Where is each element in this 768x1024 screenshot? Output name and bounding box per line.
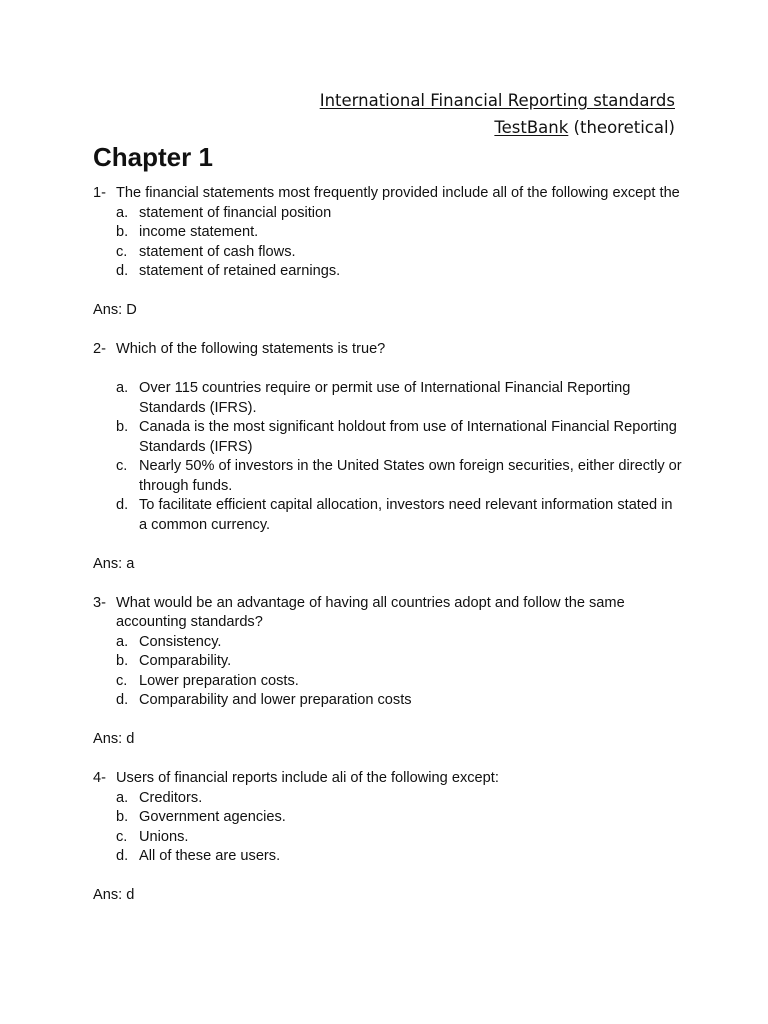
option-letter: d. xyxy=(116,848,129,864)
header-theoretical: (theoretical) xyxy=(568,118,675,137)
option-text: Unions. xyxy=(139,828,189,845)
option-letter: c. xyxy=(116,828,128,845)
option-d xyxy=(116,496,683,535)
option-c xyxy=(116,828,683,848)
option-b xyxy=(116,808,683,828)
option-text: To facilitate efficient capital allocation, investors need relevant information stated in a common currency. xyxy=(139,497,673,533)
option-letter: b. xyxy=(116,809,129,825)
header-title: International Financial Reporting standards xyxy=(319,91,675,110)
question-text: Which of the following statements is true? xyxy=(116,341,386,357)
option-list xyxy=(93,789,683,867)
option-letter: c. xyxy=(116,458,128,474)
option-b xyxy=(116,652,683,672)
chapter-title: Chapter 1 xyxy=(93,142,213,172)
question-list xyxy=(93,184,683,906)
question-stem xyxy=(93,769,683,789)
option-d xyxy=(116,262,683,282)
option-text: Comparability. xyxy=(139,653,232,669)
option-text: All of these are users. xyxy=(139,848,281,864)
option-b xyxy=(116,418,683,457)
question-stem xyxy=(93,340,683,360)
option-d xyxy=(116,847,683,867)
option-list xyxy=(93,633,683,711)
question-3 xyxy=(93,594,683,770)
option-c xyxy=(116,243,683,263)
header-title-line xyxy=(320,87,675,114)
option-letter: a. xyxy=(116,789,129,806)
option-d xyxy=(116,691,683,711)
header-subtitle-line xyxy=(320,114,675,141)
option-list xyxy=(93,204,683,282)
question-text: The financial statements most frequently provided include all of the following except the xyxy=(116,185,680,201)
option-list xyxy=(93,379,683,535)
option-b xyxy=(116,223,683,243)
option-a xyxy=(116,789,683,809)
question-number: 2- xyxy=(93,341,106,357)
option-a xyxy=(116,204,683,224)
option-text: statement of financial position xyxy=(139,204,332,221)
question-2 xyxy=(93,340,683,594)
option-c xyxy=(116,672,683,692)
option-text: income statement. xyxy=(139,224,259,240)
option-text: Nearly 50% of investors in the United States own foreign securities, either directly or through funds. xyxy=(139,458,682,494)
option-a xyxy=(116,633,683,653)
question-stem xyxy=(93,594,683,633)
question-number: 3- xyxy=(93,594,106,611)
header-testbank: TestBank xyxy=(494,118,569,137)
question-stem xyxy=(93,184,683,204)
option-letter: c. xyxy=(116,672,128,689)
option-text: Comparability and lower preparation costs xyxy=(139,692,412,708)
option-text: Over 115 countries require or permit use of International Financial Reporting Standards (IFRS). xyxy=(139,380,631,416)
document-header xyxy=(320,87,675,141)
question-4 xyxy=(93,769,683,906)
option-letter: c. xyxy=(116,243,128,260)
option-letter: a. xyxy=(116,380,129,396)
option-letter: a. xyxy=(116,204,129,221)
option-text: Lower preparation costs. xyxy=(139,672,299,689)
answer-line: Ans: d xyxy=(93,887,135,903)
option-text: Consistency. xyxy=(139,633,222,650)
option-text: statement of cash flows. xyxy=(139,243,296,260)
option-letter: d. xyxy=(116,692,129,708)
option-letter: b. xyxy=(116,653,129,669)
option-text: Government agencies. xyxy=(139,809,286,825)
option-letter: d. xyxy=(116,497,129,513)
question-number: 4- xyxy=(93,770,106,786)
option-letter: b. xyxy=(116,224,129,240)
option-letter: a. xyxy=(116,633,129,650)
question-text: What would be an advantage of having all countries adopt and follow the same accounting standards? xyxy=(116,594,625,630)
option-text: Canada is the most significant holdout from use of International Financial Reporting Standards (IFRS) xyxy=(139,419,677,455)
answer-line: Ans: D xyxy=(93,302,137,318)
option-letter: d. xyxy=(116,263,129,279)
option-text: Creditors. xyxy=(139,789,203,806)
question-1 xyxy=(93,184,683,340)
answer-line: Ans: a xyxy=(93,555,135,572)
option-a xyxy=(116,379,683,418)
option-c xyxy=(116,457,683,496)
answer-line: Ans: d xyxy=(93,731,135,747)
option-text: statement of retained earnings. xyxy=(139,263,341,279)
question-number: 1- xyxy=(93,185,106,201)
option-letter: b. xyxy=(116,419,129,435)
question-text: Users of financial reports include ali of the following except: xyxy=(116,770,499,786)
